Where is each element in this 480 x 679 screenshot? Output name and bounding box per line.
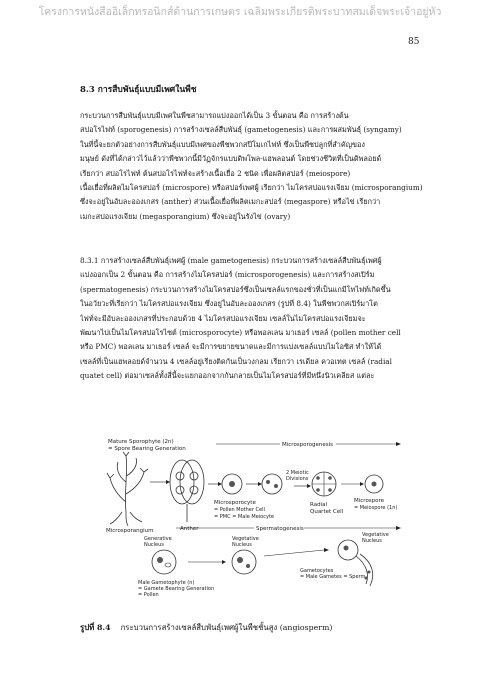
text-line: พัฒนาไปเป็นไมโครสปอโรไซต์ (microsporocyte) หรือพอลเลน มาเธอร์ เซลล์ (pollen mother cell [80, 328, 401, 338]
nucleus-icon [316, 476, 320, 480]
pollen-grain-icon [152, 550, 176, 574]
arrow-head [307, 484, 311, 488]
text-line: (spermatogenesis) กระบวนการสร้างไมโครสปอร์ซึ่งเป็นเซลล์แรกของชั่วที่เป็นแกมีโทไฟท์เกิดขึ้น [80, 284, 391, 294]
label-meiotic-1: 2 Meiotic [286, 470, 309, 476]
label-vegetative-nucleus: Nucleus [232, 542, 252, 548]
text-line: เซลล์ที่เป็นแฮพลอยด์จำนวน 4 เซลล์อยู่เรียงติดกันเป็นวงกลม เรียกว่า เรเดียล ควอเทต เซลล์ (radial [80, 356, 392, 366]
sperm-nucleus-icon [368, 571, 371, 574]
arrow-head [222, 560, 226, 564]
text-line: 8.3.1 การสร้างเซลล์สืบพันธุ์เพศผู้ (male gametogenesis) กระบวนการสร้างเซลล์สืบพันธุ์เพศผู้ [80, 256, 382, 265]
arrow-head [360, 482, 364, 486]
label-generative: Generative [144, 536, 172, 542]
arrow-head [324, 548, 329, 552]
nucleus-icon [328, 488, 332, 492]
dividing-cell-icon [262, 474, 282, 494]
text-line: เนื้อเยื่อที่ผลิตไมโครสปอร์ (microspore) หรือสปอร์เพศผู้ เรียกว่า ไมโครสปอแรงเจียม (microsporangium) [80, 183, 423, 193]
anther-icon [170, 460, 204, 522]
nucleus-icon [237, 557, 243, 563]
label-male-gametophyte: Male Gametophyte (n) [138, 580, 195, 586]
nucleus-icon [328, 476, 332, 480]
label-microspore: Microspore [354, 498, 385, 504]
label-meiotic-2: Divisions [286, 476, 309, 482]
label-spore-bearing: = Spore Bearing Generation [108, 446, 186, 452]
nucleus-icon [274, 484, 278, 488]
label-male-gametes: = Male Gametes = Sperm [300, 574, 366, 580]
arrow-head [396, 442, 401, 446]
label-pollen: = Pollen [138, 592, 159, 598]
label-vegetative-2-nucleus: Nucleus [362, 538, 382, 544]
label-pollen-mother-cell: = Pollen Mother Cell [214, 507, 265, 513]
label-vegetative: Vegetative [232, 536, 259, 542]
label-microsporangium: Microsporangium [106, 528, 154, 534]
nucleus-icon [157, 557, 163, 563]
label-microsporogenesis: Microsporogenesis [282, 442, 334, 448]
sporophyte-plant-icon [107, 452, 148, 526]
pollen-grain-icon [232, 550, 256, 574]
label-gamete-bearing: = Gamete Bearing Generation [138, 586, 215, 592]
text-line: ในอวัยวะที่เรียกว่า ไมโครสปอแรงเจียม ซึ่งอยู่ในอับละอองเกสร (รูปที่ 8.4) ในพืชพวกสเปิร์มาโต [80, 299, 378, 309]
text-line: ไฟท์จะมีอับละอองเกสรที่ประกอบด้วย 4 ไมโครสปอแรงเจียม เซลล์ในไมโครสปอแรงเจียมจะ [80, 313, 366, 323]
arrow-head [218, 482, 222, 486]
caption-label: รูปที่ 8.4 [80, 623, 111, 632]
label-mature-sporophyte: Mature Sporophyte (2n) [108, 439, 174, 445]
text-line: แบ่งออกเป็น 2 ขั้นตอน คือ การสร้างไมโครสปอร์ (microsporogenesis) และการสร้างสเปิร์ม [80, 270, 375, 280]
label-anther: Anther [180, 526, 199, 532]
label-spermatogenesis: Spermatogenesis [256, 526, 304, 532]
paragraph-1 [80, 109, 428, 224]
caption-text: กระบวนการสร้างเซลล์สืบพันธุ์เพศผู้ในพืชชั้นสูง (angiosperm) [120, 623, 333, 632]
gametogenesis-diagram [104, 432, 404, 602]
text-line: ในที่นี้จะยกตัวอย่างการสืบพันธุ์แบบมีเพศของพืชพวกสปีโมเกไฟท์ ซึ่งเป็นพืชปลูกที่สำคัญของ [80, 139, 365, 149]
arrow-line [264, 550, 324, 556]
nucleus-icon [266, 480, 270, 484]
text-line: เมกะสปอแรงเจียม (megasporangium) ซึ่งจะอยู่ในรังไข่ (ovary) [80, 211, 291, 221]
label-radial: Radial [310, 502, 327, 508]
arrow-head [166, 480, 170, 484]
text-line: ซึ่งจะอยู่ในอับละอองเกสร (anther) ส่วนเนื้อเยื่อที่ผลิตเมกะสปอร์ (megaspore) หรือไข่ เรียกว่า [80, 197, 381, 207]
figure-male-gametogenesis [104, 432, 404, 602]
section-heading: 8.3 การสืบพันธุ์แบบมีเพศในพืช [80, 85, 197, 95]
nucleus-icon [165, 563, 171, 567]
figure-caption [80, 622, 332, 634]
header-watermark: โครงการหนังสืออิเล็กทรอนิกส์ด้านการเกษตร เฉลิมพระเกียรติพระบาทสมเด็จพระเจ้าอยู่หัว [38, 6, 442, 18]
label-meiospore: = Meiospore (1n) [354, 505, 398, 511]
arrow-head [258, 482, 262, 486]
label-quartet-cell: Quartet Cell [310, 509, 344, 515]
text-line: เรียกว่า สปอโรไฟท์ ต้นสปอโรไฟท์จะสร้างเนื้อเยื่อ 2 ชนิด เพื่อผลิตสปอร์ (meiospore) [80, 168, 351, 178]
label-pmc: = PMC = Male Meiocyte [214, 514, 274, 520]
text-line: กระบวนการสืบพันธุ์แบบมีเพศในพืชสามารถแบ่งออกได้เป็น 3 ขั้นตอน คือ การสร้างต้น [80, 111, 349, 120]
paragraph-2 [80, 254, 428, 384]
text-line: หรือ PMC) พอลเลน มาเธอร์ เซลล์ จะมีการขยายขนาดและมีการแบ่งเซลล์แบบไมโอซิส ทำให้ได้ [80, 342, 382, 352]
nucleus-icon [229, 481, 235, 487]
text-line: มนุษย์ ดังที่ได้กล่าวไว้แล้วว่าพืชพวกนี้มีวัฏจักรแบบดิพโพล-แฮพลอนต์ โดยช่วงชีวิตที่เป็นดิพลอยด์ [80, 154, 382, 164]
nucleus-icon [344, 546, 349, 551]
nucleus-icon [246, 564, 250, 568]
text-line: quatet cell) ต่อมาเซลล์ทั้งสี่นี้จะแยกออกจากกันกลายเป็นไมโครสปอร์ที่มีหนึ่งนิวเคลียส แต่ละ [80, 371, 375, 381]
label-gametocytes: Gametocytes [300, 568, 334, 574]
label-microsporocyte: Microsporocyte [214, 500, 256, 506]
nucleus-icon [316, 488, 320, 492]
arrow-head [396, 526, 401, 530]
page-number: 85 [408, 37, 420, 47]
label-vegetative-2: Vegetative [362, 532, 389, 538]
label-generative-nucleus: Nucleus [144, 542, 164, 548]
text-line: สปอโรไฟท์ (sporogenesis) การสร้างเซลล์สืบพันธุ์ (gametogenesis) และการผสมพันธุ์ (syngamy) [80, 125, 402, 135]
nucleus-icon [372, 482, 377, 487]
